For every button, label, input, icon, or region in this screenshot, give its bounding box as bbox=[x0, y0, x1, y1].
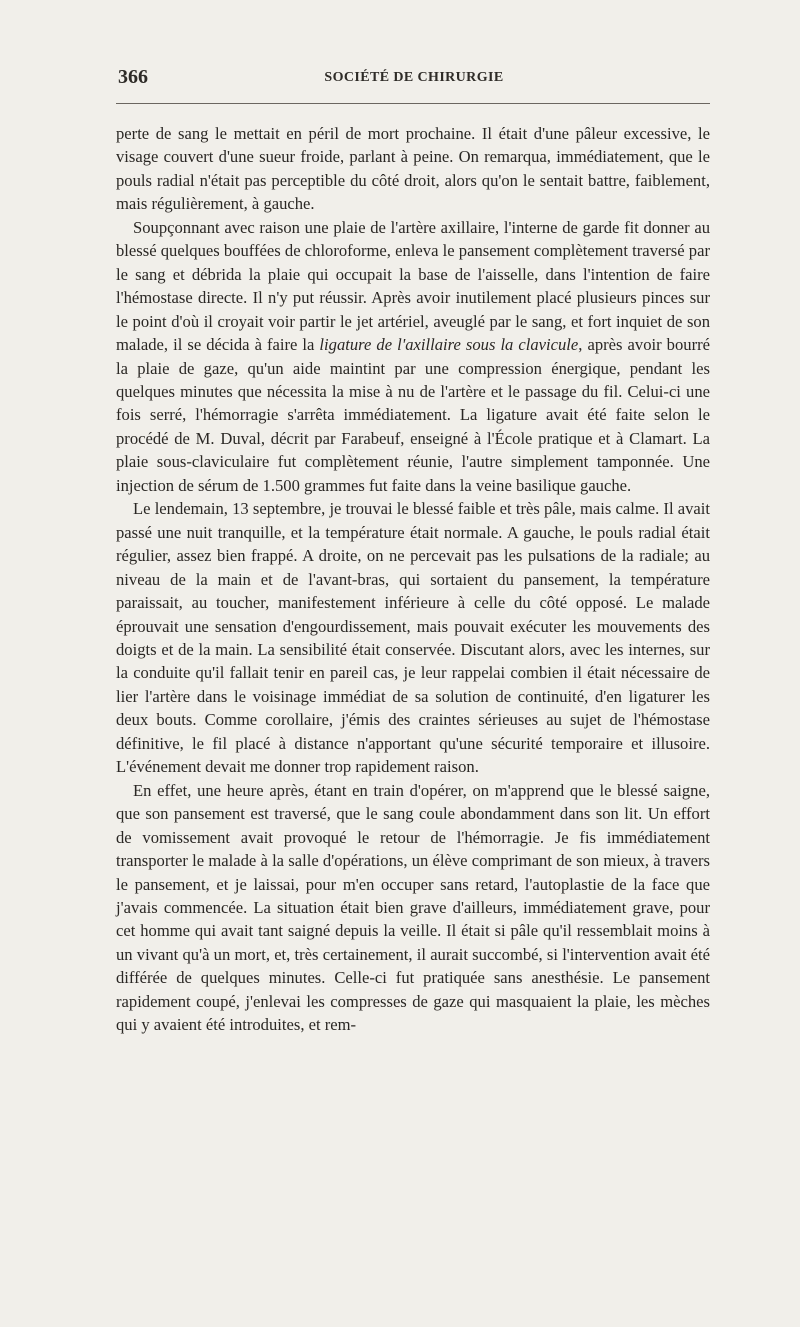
paragraph-3-text: Le lendemain, 13 septembre, je trouvai le blessé faible et très pâle, mais calme. Il avait passé une nuit tranquille, et la température était normale. A gauche, le pouls radial était régulier, assez bien frappé. A droite, on ne percevait pas les pulsations de la radiale; au niveau de la main et de l'avant-bras, qui sortaient du pansement, la température paraissait, au toucher, manifestement inférieure à celle du côté opposé. Le malade éprouvait une sensation d'engourdissement, mais pouvait exécuter les mouvements des doigts et de la main. La sensibilité était conservée. Discutant alors, avec les internes, sur la conduite qu'il fallait tenir en pareil cas, je leur rappelai combien il était nécessaire de lier l'artère dans le voisinage immédiat de sa solution de continuité, d'en ligaturer les deux bouts. Comme corollaire, j'émis des craintes sérieuses au sujet de l'hémostase définitive, le fil placé à distance n'apportant qu'une sécurité temporaire et illusoire. L'événement devait me donner trop rapidement raison. bbox=[116, 499, 710, 777]
page-header bbox=[118, 66, 710, 90]
running-title: SOCIÉTÉ DE CHIRURGIE bbox=[324, 70, 504, 85]
paragraph-2-text-a: Soupçonnant avec raison une plaie de l'artère axillaire, l'interne de garde fit donner au blessé quelques bouffées de chloroforme, enleva le pansement complètement traversé par le sang et débrida la plaie qui occupait la base de l'aisselle, dans l'intention de faire l'hémostase directe. Il n'y put réussir. Après avoir inutilement placé plusieurs pinces sur le point d'où il croyait voir partir le jet artériel, aveuglé par le sang, et fort inquiet de son malade, il se décida à faire la bbox=[116, 217, 710, 355]
paragraph-3 bbox=[116, 497, 710, 778]
header-rule bbox=[116, 103, 710, 104]
paragraph-2-text-b: , après avoir bourré la plaie de gaze, qu'un aide maintint par une compression énergique, pendant les quelques minutes que nécessita la mise à nu de l'artère et le passage du fil. Celui-ci une fois serré, l'hémorragie s'arrêta immédiatement. La ligature avait été faite selon le procédé de M. Duval, décrit par Farabeuf, enseigné à l'École pratique et à Clamart. La plaie sous-claviculaire fut complètement réunie, l'autre simplement tamponnée. Une injection de sérum de 1.500 grammes fut faite dans la veine basilique gauche. bbox=[116, 335, 710, 495]
paragraph-1 bbox=[116, 122, 710, 216]
paragraph-1-text: perte de sang le mettait en péril de mort prochaine. Il était d'une pâleur excessive, le visage couvert d'une sueur froide, parlant à peine. On remarqua, immédiatement, que le pouls radial n'était pas perceptible du côté droit, alors qu'on le sentait battre, faiblement, mais régulièrement, à gauche. bbox=[116, 124, 710, 214]
body-text bbox=[116, 122, 710, 1037]
paragraph-2 bbox=[116, 216, 710, 497]
paragraph-4-text: En effet, une heure après, étant en train d'opérer, on m'apprend que le blessé saigne, que son pansement est traversé, que le sang coule abondamment dans son lit. Un effort de vomissement avait provoqué le retour de l'hémorragie. Je fis immédiatement transporter le malade à la salle d'opérations, un élève comprimant de son mieux, à travers le pansement, et je laissai, pour m'en occuper sans retard, l'autoplastie de la face que j'avais commencée. La situation était bien grave d'ailleurs, immédiatement grave, pour cet homme qui avait tant saigné depuis la veille. Il était si pâle qu'il ressemblait moins à un vivant qu'à un mort, et, très certainement, il aurait succombé, si l'intervention avait été différée de quelques minutes. Celle-ci fut pratiquée sans anesthésie. Le pansement rapidement coupé, j'enlevai les compresses de gaze qui masquaient la plaie, les mèches qui y avaient été introduites, et rem- bbox=[116, 780, 710, 1035]
ligature-phrase: ligature de l'axillaire sous la clavicule bbox=[319, 335, 579, 355]
paragraph-4 bbox=[116, 779, 710, 1037]
page-number: 366 bbox=[118, 66, 148, 88]
